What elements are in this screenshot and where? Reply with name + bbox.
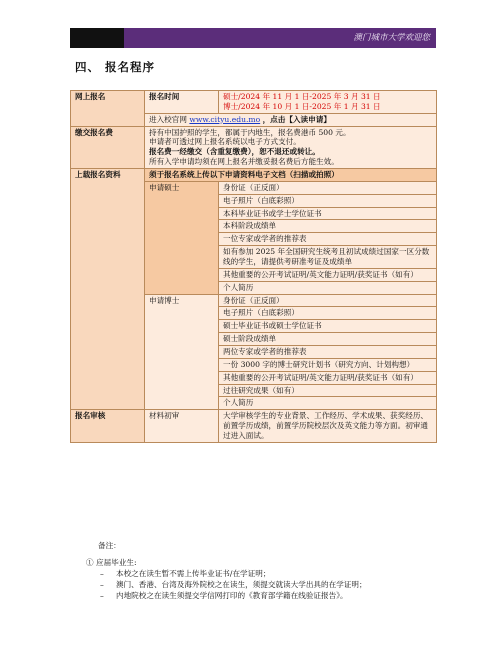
- list-item: 过往研究成果（如有）: [219, 384, 437, 397]
- list-item: 硕士毕业证书或硕士学位证书: [219, 320, 437, 333]
- notes-sub-text: 澳门、香港、台湾及海外院校之在读生，须提交就读大学出具的在学证明；: [116, 580, 367, 589]
- master-period: 硕士/2024 年 11 月 1 日-2025 年 3 月 31 日: [223, 92, 381, 101]
- upload-label: 上载报名资料: [71, 169, 145, 410]
- fee-line-4: 所有入学申请均须在网上报名并缴妥报名费后方能生效。: [149, 157, 339, 167]
- header-bar: [70, 28, 436, 48]
- notes-item-1: ① 应届毕业生:: [86, 558, 137, 567]
- list-item: 其他重要的公开考试证明/英文能力证明/获奖证书（如有）: [219, 268, 437, 281]
- list-item: 两位专家或学者的推荐表: [219, 346, 437, 359]
- notes-sub-text: 本校之在读生暂不需上传毕业证书/在学证明；: [116, 569, 271, 578]
- list-item: 硕士阶段成绩单: [219, 333, 437, 346]
- list-item: 个人简历: [219, 281, 437, 294]
- phd-apply-label: 申请博士: [145, 294, 219, 410]
- fee-line-2: 申请者可透过网上报名系统以电子方式支付。: [149, 137, 301, 147]
- row-upload-intro: [71, 169, 437, 182]
- list-item: 一份 3000 字的博士研究计划书（研究方向、计划构想）: [219, 358, 437, 371]
- list-item: 身份证（正反面）: [219, 294, 437, 307]
- list-item: 本科毕业证书或学士学位证书: [219, 207, 437, 220]
- dash-marker: –: [100, 569, 104, 578]
- apply-period-label: 报名时间: [145, 91, 219, 114]
- list-item: 一位专家或学者的推荐表: [219, 233, 437, 246]
- website-suffix: ，点击【入读申请】: [262, 114, 331, 124]
- fee-cell: [145, 126, 437, 168]
- dash-marker: –: [100, 591, 104, 600]
- row-review: [71, 410, 437, 443]
- notes-sub-2: [100, 579, 436, 590]
- row-fee: [71, 126, 437, 168]
- online-apply-label: 网上报名: [71, 91, 145, 127]
- review-label: 报名审核: [71, 410, 145, 443]
- dash-marker: –: [100, 580, 104, 589]
- list-item: 电子照片（白底彩照）: [219, 194, 437, 207]
- website-link[interactable]: www.cityu.edu.mo: [189, 114, 261, 124]
- list-item: 本科阶段成绩单: [219, 220, 437, 233]
- section-title: 四、 报名程序: [75, 60, 156, 74]
- apply-period-values: [219, 91, 437, 114]
- notes-sub-3: [100, 590, 436, 601]
- notes-sub-1: [100, 568, 436, 579]
- header-dark-block: [70, 28, 124, 48]
- fee-line-1: 持有中国护照的学生，都属于内地生，报名费港币 500 元。: [149, 127, 351, 137]
- phd-period: 博士/2024 年 10 月 1 日-2025 年 1 月 31 日: [223, 101, 381, 111]
- fee-label: 缴交报名费: [71, 126, 145, 168]
- notes-section: [86, 540, 436, 601]
- list-item: 电子照片（白底彩照）: [219, 307, 437, 320]
- notes-header: 备注：: [98, 541, 121, 550]
- list-item: 个人简历: [219, 397, 437, 410]
- review-text: 大学审核学生的专业背景、工作经历、学术成果、获奖经历、前置学历成绩，前置学历院校层次及英文能力等方面。初审通过进入面试。: [219, 410, 437, 443]
- upload-intro: 须于报名系统上传以下申请资料电子文档（扫描或拍照）: [145, 169, 437, 182]
- row-online-apply: [71, 91, 437, 114]
- list-item: 其他重要的公开考试证明/英文能力证明/获奖证书（如有）: [219, 371, 437, 384]
- review-type: 材料初审: [145, 410, 219, 443]
- master-apply-label: 申请硕士: [145, 181, 219, 294]
- list-item: 身份证（正反面）: [219, 181, 437, 194]
- fee-line-3: 报名费一经缴交（含重复缴费），恕不退还或转让。: [149, 147, 320, 157]
- header-title: 澳门城市大学欢迎您: [124, 28, 436, 48]
- notes-sub-text: 内地院校之在读生须提交学信网打印的《教育部学籍在线验证报告》。: [116, 591, 348, 600]
- website-cell: [145, 113, 437, 126]
- website-prefix: 进入校官网: [149, 114, 187, 124]
- application-procedure-table: [70, 90, 437, 443]
- list-item: 如有参加 2025 年全国研究生统考且初试成绩过国家一区分数线的学生，请提供考研准考证及成绩单: [219, 246, 437, 269]
